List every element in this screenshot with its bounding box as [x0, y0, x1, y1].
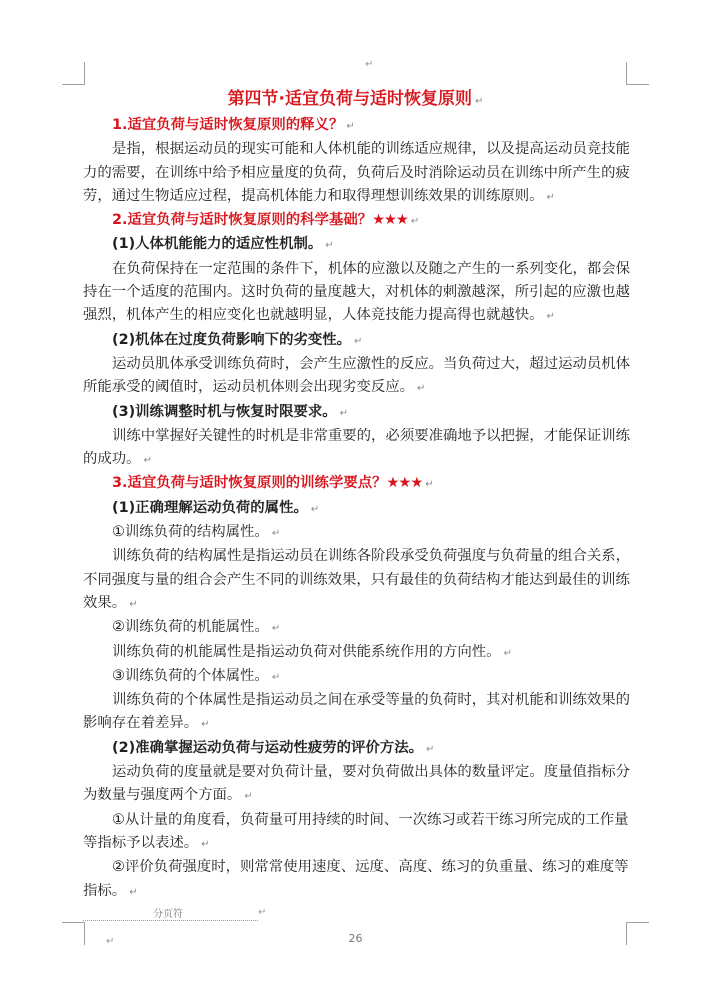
paragraph-mark: ↵ — [271, 671, 281, 683]
star-rating-icon: ★★★ — [372, 212, 408, 229]
line-text: (2)机体在过度负荷影响下的劣变性。 — [112, 331, 352, 348]
line-text: 训练负荷的个体属性是指运动员之间在承受等量的负荷时，其对机能和训练效果的 — [112, 692, 631, 709]
text-line — [83, 162, 628, 185]
text-line — [83, 258, 631, 281]
text-line — [83, 880, 628, 904]
text-line — [83, 712, 628, 736]
line-text: 的成功。 — [83, 451, 141, 468]
paragraph-mark: ↵ — [201, 719, 210, 731]
text-line — [83, 809, 628, 832]
paragraph-mark: ↵ — [271, 623, 281, 635]
text-line — [83, 425, 631, 448]
line-text: 训练负荷的结构属性是指运动员在训练各阶段承受负荷强度与负荷量的组合关系， — [112, 548, 631, 565]
line-text: 训练负荷的机能属性是指运动负荷对供能系统作用的方向性。 — [112, 643, 501, 660]
text-line — [83, 737, 628, 761]
line-text: 所能承受的阈值时，运动员机体则会出现劣变反应。 — [83, 379, 414, 396]
line-text: 运动负荷的度量就是要对负荷计量，要对负荷做出具体的数量评定。度量值指标分 — [112, 764, 631, 781]
line-text: 训练中掌握好关键性的时机是非常重要的，必须要准确地予以把握，才能保证训练 — [112, 427, 631, 444]
line-text: 不同强度与量的组合会产生不同的训练效果，只有最佳的负荷结构才能达到最佳的训练 — [83, 571, 630, 588]
text-line — [83, 376, 628, 400]
page-break-return-mark: ↵ — [258, 907, 267, 918]
document-body — [83, 114, 631, 904]
line-text: 影响存在着差异。 — [83, 715, 199, 732]
line-text: 劳，通过生物适应过程，提高机体能力和取得理想训练效果的训练原则。 — [83, 187, 544, 204]
section-title — [0, 87, 711, 114]
line-text: (1)正确理解运动负荷的属性。 — [112, 499, 308, 516]
paragraph-mark: ↵ — [143, 455, 152, 467]
text-line — [83, 545, 631, 568]
margin-corner-top-right — [626, 62, 649, 85]
text-line — [83, 353, 631, 376]
paragraph-mark: ↵ — [546, 191, 555, 203]
line-text: ①训练负荷的结构属性。 — [112, 524, 269, 541]
paragraph-mark: ↵ — [271, 528, 281, 540]
margin-corner-top-left — [62, 62, 85, 85]
text-line — [83, 689, 631, 712]
paragraph-mark: ↵ — [475, 96, 484, 107]
line-text: 运动员肌体承受训练负荷时，会产生应激性的反应。当负荷过大，超过运动员机体 — [112, 355, 631, 372]
text-line — [83, 832, 628, 856]
line-text: 3.适宜负荷与适时恢复原则的训练学要点？ — [112, 475, 387, 492]
text-line — [83, 521, 628, 545]
paragraph-mark: ↵ — [425, 479, 434, 491]
line-text: 为数量与强度两个方面。 — [83, 787, 242, 804]
paragraph-mark: ↵ — [129, 886, 138, 898]
line-text: 效果。 — [83, 594, 127, 611]
line-text: 在负荷保持在一定范围的条件下，机体的应激以及随之产生的一系列变化，都会保 — [112, 260, 631, 277]
line-text: 1.适宜负荷与适时恢复原则的释义？ — [112, 117, 344, 133]
text-line — [83, 784, 628, 808]
line-text: ②训练负荷的机能属性。 — [112, 619, 269, 636]
text-line — [83, 616, 628, 640]
text-line — [83, 138, 631, 161]
paragraph-mark: ↵ — [244, 791, 253, 803]
line-text: ②评价负荷强度时，则常常使用速度、远度、高度、练习的负重量、练习的难度等 — [112, 859, 629, 876]
paragraph-mark: ↵ — [425, 743, 435, 755]
star-rating-icon: ★★★ — [386, 475, 423, 492]
paragraph-mark: ↵ — [503, 647, 512, 659]
paragraph-mark: ↵ — [325, 240, 334, 252]
text-line — [83, 641, 628, 665]
line-text: 是指，根据运动员的现实可能和人体机能的训练适应规律，以及提高运动员竞技能 — [112, 141, 631, 158]
paragraph-mark: ↵ — [310, 503, 320, 515]
text-line — [83, 304, 628, 328]
paragraph-mark: ↵ — [546, 311, 555, 323]
text-line — [83, 472, 628, 496]
paragraph-mark: ↵ — [410, 216, 420, 228]
text-line — [83, 281, 628, 304]
text-line — [83, 592, 628, 616]
paragraph-mark: ↵ — [339, 407, 349, 419]
line-text: (2)准确掌握运动负荷与运动性疲劳的评价方法。 — [112, 739, 423, 756]
line-text: 力的需要，在训练中给予相应量度的负荷，负荷后及时消除运动员在训练中所产生的疲 — [83, 164, 630, 181]
text-line — [83, 329, 628, 353]
text-line — [83, 233, 628, 257]
text-line — [83, 448, 628, 472]
text-line — [83, 761, 631, 784]
paragraph-mark: ↵ — [201, 838, 210, 850]
line-text: (1)人体机能能力的适应性机制。 — [112, 236, 323, 253]
line-text: 持在一个适度的范围内。这时负荷的量度越大，对机体的刺激越深，所引起的应激也越 — [83, 284, 630, 301]
header-return-mark: ↵ — [365, 59, 374, 70]
text-line — [83, 665, 628, 689]
text-line — [83, 401, 628, 425]
text-line — [83, 114, 628, 138]
line-text: (3)训练调整时机与恢复时限要求。 — [112, 403, 337, 420]
text-line — [83, 569, 628, 592]
paragraph-mark: ↵ — [129, 598, 138, 610]
section-title-text: 第四节·适宜负荷与适时恢复原则 — [227, 89, 473, 109]
page-number: 26 — [348, 932, 363, 945]
paragraph-mark: ↵ — [354, 335, 363, 347]
page-break-label: 分页符 — [153, 909, 183, 920]
line-text: 指标。 — [83, 882, 127, 899]
footer-return-mark: ↵ — [106, 936, 115, 947]
paragraph-mark: ↵ — [417, 383, 426, 395]
line-text: 2.适宜负荷与适时恢复原则的科学基础？ — [112, 212, 373, 229]
text-line — [83, 856, 628, 879]
line-text: ①从计量的角度看，负荷量可用持续的时间、一次练习或若干练习所完成的工作量 — [112, 811, 629, 828]
paragraph-mark: ↵ — [346, 121, 355, 132]
text-line — [83, 497, 628, 521]
line-text: 等指标予以表述。 — [83, 834, 199, 851]
line-text: ③训练负荷的个体属性。 — [112, 667, 269, 684]
text-line — [83, 185, 628, 209]
page-break — [83, 908, 258, 921]
line-text: 强烈，机体产生的相应变化也就越明显，人体竞技能力提高得也就越快。 — [83, 307, 544, 324]
text-line — [83, 209, 628, 233]
